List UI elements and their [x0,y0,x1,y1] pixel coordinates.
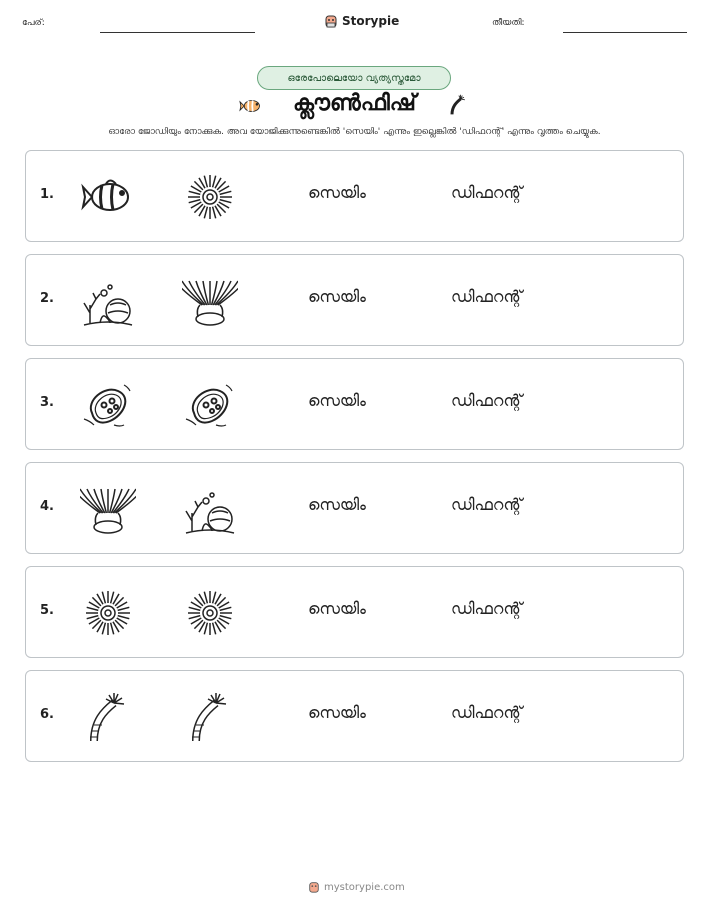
coral-reef-icon [80,275,136,327]
anemone-tentacles-icon [80,483,136,535]
same-option[interactable]: സെയിം [308,287,366,306]
row-number: 1. [40,187,54,202]
anemone-tentacles-icon [182,275,238,327]
row-number: 2. [40,291,54,306]
question-row [25,566,684,658]
different-option[interactable]: ഡിഫറന്റ് [451,599,523,618]
same-option[interactable]: സെയിം [308,495,366,514]
brand-name: Storypie [342,14,400,28]
different-option[interactable]: ഡിഫറന്റ് [451,495,523,514]
row-number: 3. [40,395,54,410]
same-option[interactable]: സെയിം [308,599,366,618]
instructions: ഓരോ ജോഡിയും നോക്കുക. അവ യോജിക്കുന്നുണ്ടെങ്കിൽ 'സെയിം' എന്നും ഇല്ലെങ്കിൽ 'ഡിഫറന്റ്' എന്നും വൃത്തം ചെയ്യുക. [108,127,601,137]
question-row [25,670,684,762]
name-label: പേര്: [22,18,45,28]
row-number: 5. [40,603,54,618]
different-option[interactable]: ഡിഫറന്റ് [451,703,523,722]
brand-logo [324,13,399,29]
storypie-mascot-icon [324,13,338,29]
tube-anemone-icon [80,691,136,743]
plankton-cell-icon [182,379,238,431]
plankton-cell-icon [80,379,136,431]
sea-anemone-top-icon [80,587,136,639]
date-label: തീയതി: [492,18,525,28]
tube-anemone-icon [182,691,238,743]
sea-anemone-top-icon [182,587,238,639]
sea-anemone-top-icon [182,171,238,223]
question-row [25,150,684,242]
same-option[interactable]: സെയിം [308,391,366,410]
name-line[interactable] [100,32,255,33]
page-title: ക്ലൗൺഫിഷ് [293,91,416,116]
date-line[interactable] [563,32,687,33]
coral-reef-icon [182,483,238,535]
question-row [25,462,684,554]
same-or-different-tag: ഒരേപോലെയോ വ്യത്യസ്തമോ [257,66,451,90]
question-row [25,254,684,346]
same-option[interactable]: സെയിം [308,183,366,202]
different-option[interactable]: ഡിഫറന്റ് [451,183,523,202]
row-number: 4. [40,499,54,514]
footer-url[interactable]: mystorypie.com [324,881,405,893]
tube-anemone-icon [446,90,470,120]
footer [308,880,405,894]
different-option[interactable]: ഡിഫറന്റ് [451,391,523,410]
storypie-mascot-icon [308,880,320,894]
question-row [25,358,684,450]
row-number: 6. [40,707,54,722]
different-option[interactable]: ഡിഫറന്റ് [451,287,523,306]
clownfish-icon [80,171,136,223]
same-option[interactable]: സെയിം [308,703,366,722]
